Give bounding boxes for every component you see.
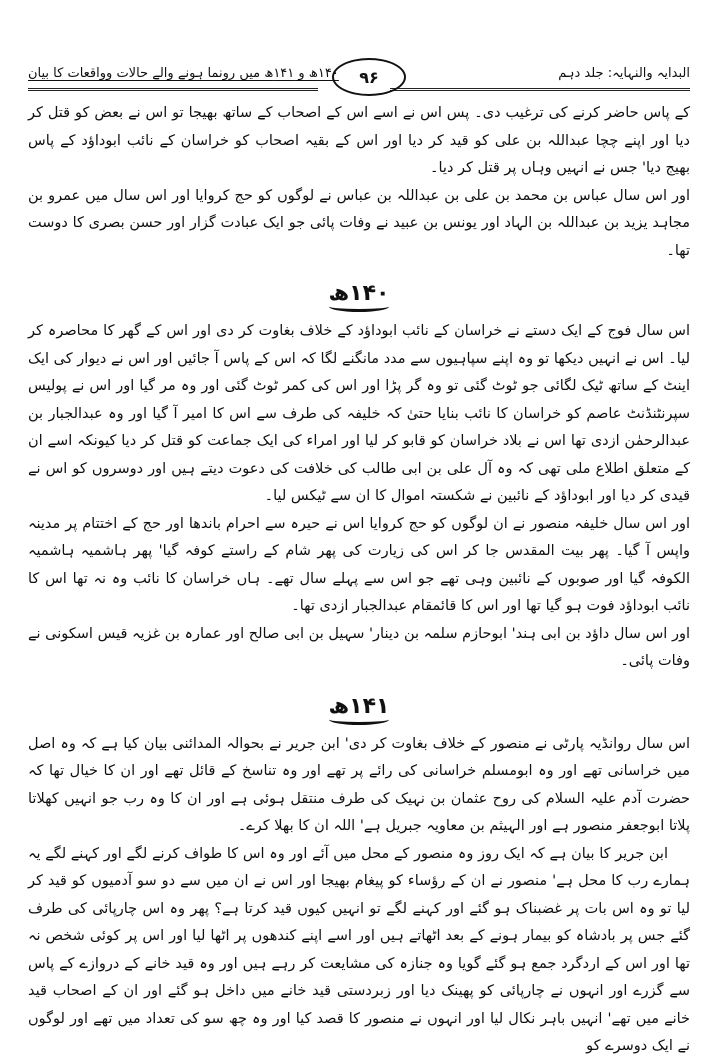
page-body	[28, 100, 690, 1061]
year-heading-text: ۱۴۱ھ	[328, 693, 390, 719]
section-year-140	[28, 279, 690, 676]
paragraph: اور اس سال داؤد بن ابی ہند' ابوحازم سلمہ بن دینار' سہیل بن ابی صالح اور عمارہ بن غزیہ قیس اسکونی نے وفات پائی۔	[28, 625, 690, 669]
header-rule-left	[28, 88, 318, 91]
section-continuation	[28, 100, 690, 265]
paragraph: کے پاس حاضر کرنے کی ترغیب دی۔ پس اس نے اسے اس کے اصحاب کے ساتھ بھیجا تو اس نے بعض کو قتل کر دیا اور اپنے چچا عبداللہ بن علی کو قید کر دیا اور اس کے بقیہ اصحاب کو خراسان کے نائب ابوداؤد کے پاس بھیج دیا' جس نے انہیں وہاں پر قتل کر دیا۔	[28, 105, 690, 176]
paragraph: ابن جریر کا بیان ہے کہ ایک روز وہ منصور کے محل میں آئے اور وہ اس کا طواف کرنے لگے اور کہنے لگے یہ ہمارے رب کا محل ہے' منصور نے ان کے رؤساء کو پیغام بھیجا اور اس نے ان میں سے دو سو آدمیوں کو قید کر لیا تو وہ اس بات پر غضبناک ہو گئے اور کہنے لگے تو انہیں کیوں قید کرتا ہے؟ پھر وہ اس چارپائی کی طرف گئے جس پر بادشاہ کو بیمار ہونے کے بعد اٹھاتے ہیں اور اسے اپنے کندھوں پر اٹھا لیا اور اس پر کوئی شخص نہ تھا اور اس کے اردگرد جمع ہو گئے گویا وہ جنازہ کی مشایعت کر رہے ہیں اور وہ قید خانے کے دروازے کے پاس سے گزرے اور انہوں نے چارپائی کو پھینک دیا اور زبردستی قید خانے میں داخل ہو گئے اور ان کے اصحاب قید خانے میں تھے' انہیں باہر نکال لیا اور انہوں نے منصور کا قصد کیا اور وہ چھ سو کی تعداد میں تھے اور لوگوں نے ایک دوسرے کو	[28, 845, 690, 1054]
paragraph: اس سال روانڈیہ پارٹی نے منصور کے خلاف بغاوت کر دی' ابن جریر نے بحوالہ المدائنی بیان کیا ہے کہ وہ اصل میں خراسانی تھے اور وہ ابومسلم خراسانی کی رائے پر تھے اور وہ تناسخ کے قائل تھے اور ان کا خیال تھا کہ حضرت آدم علیہ السلام کی روح عثمان بن نہیک کی طرف منتقل ہوئی ہے اور ان کا وہ رب جو انہیں کھلاتا پلاتا ابوجعفر منصور ہے اور الہیثم بن معاویہ جبریل ہے' اللہ ان کا بھلا کرے۔	[28, 735, 690, 834]
paragraph: اور اس سال عباس بن محمد بن علی بن عبداللہ بن عباس نے لوگوں کو حج کروایا اور اس سال میں عمرو بن مجاہد یزید بن عبداللہ بن الہاد اور یونس بن عبید نے وفات پائی جو ایک عبادت گزار اور حسن بصری کا دوست تھا۔	[28, 187, 690, 259]
book-title: البدایہ والنہایہ: جلد دہم	[558, 66, 690, 81]
page-number: ۹۶	[332, 58, 406, 96]
year-heading	[28, 692, 690, 725]
year-heading	[28, 279, 690, 312]
year-heading-text: ۱۴۰ھ	[328, 281, 390, 306]
paragraph: اور اس سال خلیفہ منصور نے ان لوگوں کو حج کروایا اس نے حیرہ سے احرام باندھا اور حج کے اختتام پر مدینہ واپس آ گیا۔ پھر بیت المقدس جا کر اس کی زیارت کی پھر شام کے راستے کوفہ گیا' پھر ہاشمیہ ہاشمیہ الکوفہ گیا اور صوبوں کے نائبین وہی تھے جو اس سے پہلے سال تھے۔ ہاں خراسان کا نائب وہ نہ تھا اس کا نائب ابوداؤد فوت ہو گیا تھا اور اس کا قائمقام عبدالجبار ازدی تھا۔	[28, 515, 690, 614]
running-header	[28, 58, 690, 96]
header-rule-right	[390, 88, 690, 91]
section-year-141	[28, 692, 690, 1061]
paragraph: اس سال فوج کے ایک دستے نے خراسان کے نائب ابوداؤد کے خلاف بغاوت کر دی اور اس کے گھر کا محاصرہ کر لیا۔ اس نے انہیں دیکھا تو وہ اپنے سپاہیوں سے مدد مانگنے لگا کہ اس کے پاس آ جائیں اور اس نے دیوار کی ایک اینٹ کے ساتھ ٹیک لگائی جو ٹوٹ گئی تو وہ گر پڑا اور اس کی کمر ٹوٹ گئی اور وہ مر گیا اور اس نے پولیس سپرنٹنڈنٹ عاصم کو خراسان کا نائب بنایا حتیٰ کہ خلیفہ کی طرف سے اس کا امیر آ گیا اور وہ عبدالجبار بن عبدالرحمٰن ازدی تھا اس نے بلاد خراسان کو قابو کر لیا اور امراء کی ایک جماعت کو قتل کر دیا کیونکہ اسے ان کے متعلق اطلاع ملی تھی کہ وہ آل علی بن ابی طالب کی خلافت کی دعوت دیتے ہیں اور دوسروں کو اس نے قیدی کر دیا اور ابوداؤد کے نائبین نے شکستہ اموال کا ان سے ٹیکس لیا۔	[28, 323, 690, 504]
chapter-title: ۱۴۰ھ و ۱۴۱ھ میں رونما ہونے والے حالات وواقعات کا بیان	[28, 66, 339, 81]
